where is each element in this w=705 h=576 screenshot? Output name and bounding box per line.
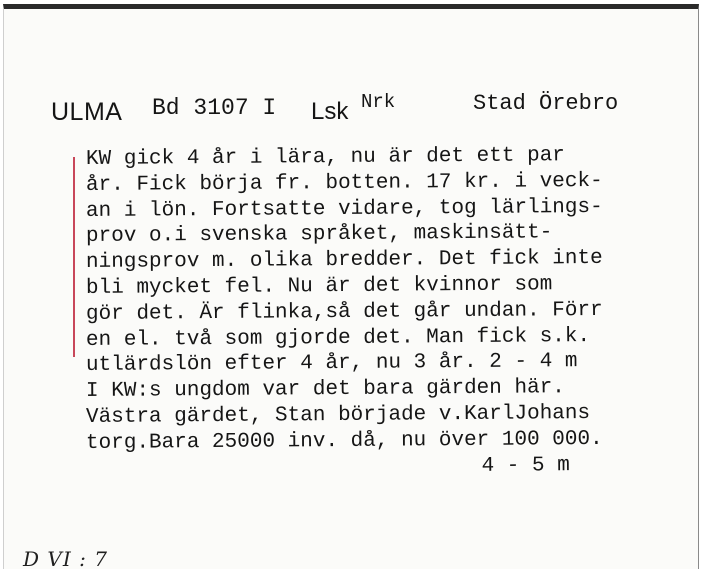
text-line: gör det. Är flinka,så det går undan. Förr bbox=[85, 298, 603, 326]
volume-label: Bd 3107 I bbox=[152, 95, 277, 121]
text-line: KW gick 4 år i lära, nu är det ett par bbox=[85, 144, 565, 171]
text-line: en el. två som gjorde det. Man fick s.k. bbox=[85, 324, 591, 352]
signature: 4 - 5 m bbox=[481, 453, 570, 478]
transcript-text bbox=[85, 144, 676, 482]
text-line: bli mycket fel. Nu är det kvinnor som bbox=[85, 273, 553, 300]
text-line: prov o.i svenska språket, maskinsätt- bbox=[85, 221, 553, 249]
text-line: ningsprov m. olika bredder. Det fick inte bbox=[85, 247, 603, 275]
text-line: I KW:s ungdom var det bara gärden här. bbox=[85, 376, 565, 404]
margin-line bbox=[73, 157, 75, 357]
signature-line bbox=[86, 452, 676, 482]
text-line: år. Fick börja fr. botten. 17 kr. i veck- bbox=[85, 169, 603, 197]
district-label: Nrk bbox=[361, 91, 396, 113]
text-line: an i lön. Fortsatte vidare, tog lärlings- bbox=[85, 195, 603, 223]
text-line: Västra gärdet, Stan började v.KarlJohans bbox=[85, 402, 591, 429]
parish-label: Lsk bbox=[311, 98, 349, 125]
archive-label: ULMA bbox=[51, 98, 123, 126]
archive-code: D VI : 7 bbox=[23, 547, 108, 571]
text-line: utlärdslön efter 4 år, nu 3 år. 2 - 4 m bbox=[85, 350, 578, 378]
text-line: torg.Bara 25000 inv. då, nu över 100 000. bbox=[85, 427, 603, 455]
place-label: Stad Örebro bbox=[473, 91, 619, 116]
